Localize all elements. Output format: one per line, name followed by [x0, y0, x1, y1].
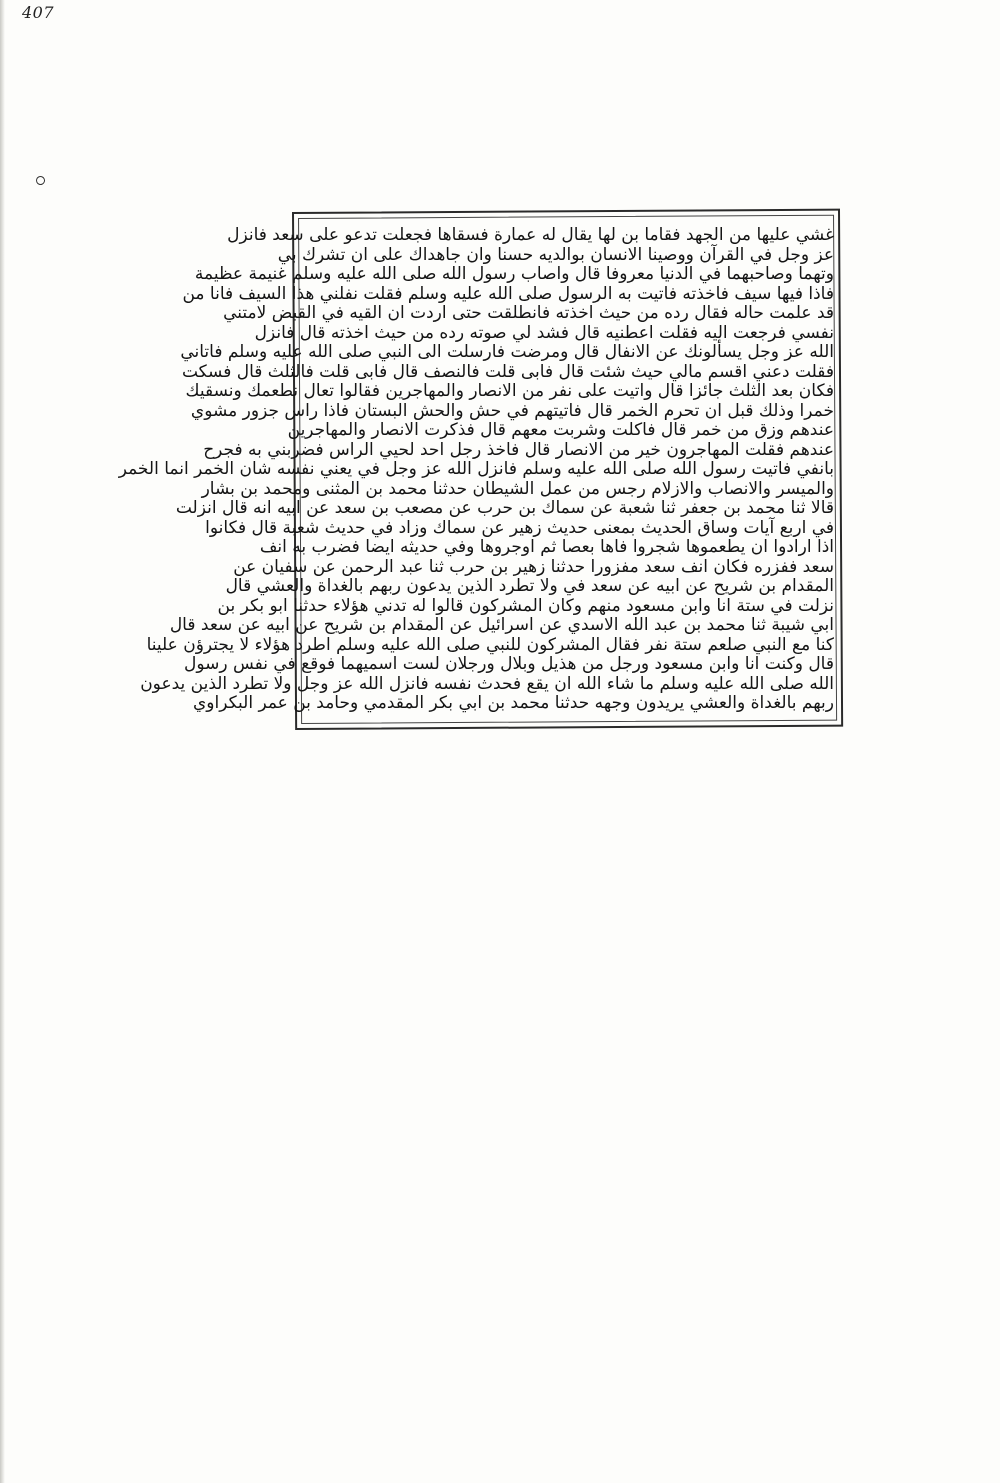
manuscript-line: المقدام بن شريح عن ابيه عن سعد في ولا تطرد الذين يدعون ربهم بالغداة والعشي قال — [225, 576, 834, 596]
manuscript-line: فكان بعد الثلث جائزا قال واتيت على نفر من الانصار والمهاجرين فقالوا تعال نطعمك ونسقيك — [185, 381, 834, 401]
manuscript-line: فقلت دعني اقسم مالي حيث شئت قال فابى قلت فالنصف قال فابى قلت فالثلث قال فسكت — [181, 361, 834, 382]
manuscript-line: نفسي فرجعت اليه فقلت اعطنيه قال فشد لي صوته رده من حيث اخذته قال فانزل — [254, 322, 834, 343]
manuscript-text-block — [118, 225, 834, 714]
manuscript-line: والميسر والانصاب والازلام رجس من عمل الشيطان حدثنا محمد بن المثنى ومحمد بن بشار — [201, 478, 834, 499]
manuscript-line: عندهم فقلت المهاجرون خير من الانصار قال فاخذ رجل احد لحيي الراس فضربني به فجرح — [203, 439, 834, 460]
manuscript-line: كنا مع النبي صلعم ستة نفر فقال المشركون للنبي صلى الله عليه وسلم اطرد هؤلاء لا يجترؤن علينا — [146, 634, 834, 655]
manuscript-line: قالا ثنا محمد بن جعفر ثنا شعبة عن سماك بن حرب عن مصعب بن سعد عن ابيه انه قال انزلت — [175, 498, 834, 518]
manuscript-line: قد علمت حاله فقال رده من حيث اخذته فانطلقت حتى اردت ان القيه في القبض لامتني — [223, 303, 834, 323]
manuscript-line: الله عز وجل يسألونك عن الانفال قال ومرضت فارسلت الى النبي صلى الله عليه وسلم فاتاني — [180, 342, 834, 362]
page-edge-shadow — [0, 0, 5, 1483]
manuscript-line: خمرا وذلك قبل ان تحرم الخمر قال فاتيتهم في حش والحش البستان فاذا راس جزور مشوي — [190, 400, 834, 421]
page-number: 407 — [22, 3, 55, 22]
manuscript-line: وتهما وصاحبهما في الدنيا معروفا قال واصاب رسول الله صلى الله عليه وسلم غنيمة عظيمة — [194, 264, 834, 284]
manuscript-line: قال وكنت انا وابن مسعود ورجل من هذيل وبلال ورجلان لست اسميهما فوقع في نفس رسول — [183, 654, 834, 674]
margin-ink-mark — [35, 175, 47, 187]
manuscript-line: فاذا فيها سيف فاخذته فاتيت به الرسول صلى الله عليه وسلم فقلت نفلني هذا السيف فانا من — [182, 283, 834, 304]
manuscript-line: ابي شيبة ثنا محمد بن عبد الله الاسدي عن اسرائيل عن المقدام بن شريح عن ابيه عن سعد قال — [169, 615, 834, 635]
manuscript-line: نزلت في ستة انا وابن مسعود منهم وكان المشركون قالوا له تدني هؤلاء حدثنا ابو بكر بن — [217, 595, 834, 616]
manuscript-line: ربهم بالغداة والعشي يريدون وجهه حدثنا محمد بن ابي بكر المقدمي وحامد بن عمر البكراوي — [193, 693, 834, 713]
manuscript-line: عندهم وزق من خمر قال فاكلت وشربت معهم قال فذكرت الانصار والمهاجرين — [287, 420, 834, 440]
manuscript-line: الله صلى الله عليه وسلم ما شاء الله ان يقع فحدث نفسه فانزل الله عز وجل ولا تطرد الذين يدعون — [140, 673, 834, 694]
manuscript-line: سعد ففزره فكان انف سعد مفزورا حدثنا زهير بن حرب ثنا عبد الرحمن عن سفيان عن — [233, 556, 834, 577]
manuscript-line: غشي عليها من الجهد فقاما بن لها يقال له عمارة فسقاها فجعلت تدعو على سعد فانزل — [227, 225, 834, 245]
manuscript-line: اذا ارادوا ان يطعموها شجروا فاها بعصا ثم اوجروها وفي حديثه ايضا فضرب به انف — [259, 537, 834, 557]
manuscript-line: في اربع آيات وساق الحديث بمعنى حديث زهير عن سماك وزاد في حديث شعبة قال فكانوا — [205, 517, 834, 538]
manuscript-line: بانفي فاتيت رسول الله صلى الله عليه وسلم فانزل الله عز وجل في يعني نفسه شان الخمر انما الخمر — [118, 459, 834, 479]
manuscript-line: عز وجل في القرآن ووصينا الانسان بوالديه حسنا وان جاهداك على ان تشرك بي — [277, 244, 834, 265]
